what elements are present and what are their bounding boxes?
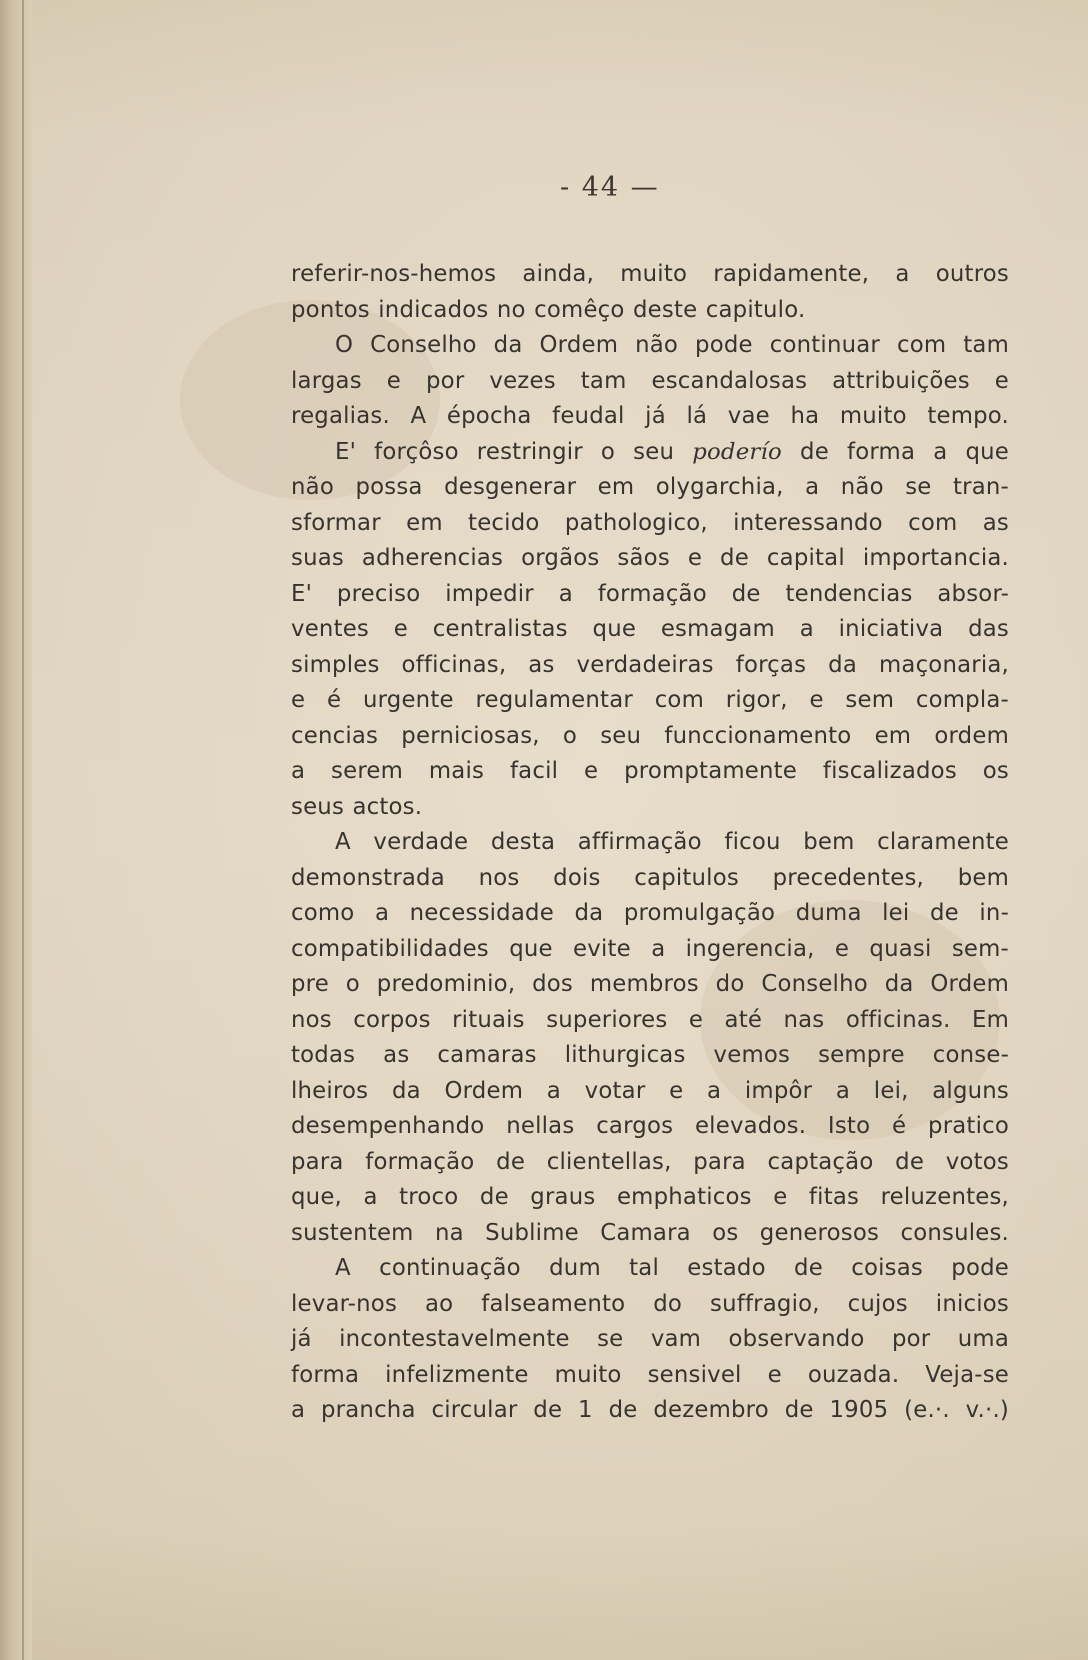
text-line: sformar em tecido pathologico, interessando com as [291, 509, 1009, 536]
text-line: que, a troco de graus emphaticos e fitas reluzentes, [291, 1184, 1009, 1210]
body-text [291, 257, 1009, 1429]
text-line: nos corpos rituais superiores e até nas officinas. Em [291, 1006, 1009, 1033]
text-line: lheiros da Ordem a votar e a impôr a lei, alguns [291, 1077, 1009, 1104]
text-fragment: de forma a que [800, 438, 1010, 465]
text-line: ventes e centralistas que esmagam a iniciativa das [291, 616, 1009, 642]
text-line: forma infelizmente muito sensivel e ouzada. Veja-se [291, 1361, 1009, 1388]
text-line: simples officinas, as verdadeiras forças da maçonaria, [291, 651, 1009, 678]
text-line: O Conselho da Ordem não pode continuar com tam [335, 332, 1009, 358]
text-line: sustentem na Sublime Camara os generosos consules. [291, 1219, 1009, 1246]
text-line: para formação de clientellas, para captação de votos [291, 1148, 1009, 1175]
text-line: e é urgente regulamentar com rigor, e sem compla- [291, 687, 1009, 713]
text-line: pre o predominio, dos membros do Conselho da Ordem [291, 971, 1009, 997]
text-line: já incontestavelmente se vam observando por uma [291, 1326, 1009, 1352]
text-line: a serem mais facil e promptamente fiscalizados os [291, 758, 1009, 784]
text-line: todas as camaras lithurgicas vemos sempre conse- [291, 1042, 1009, 1068]
text-line: A continuação dum tal estado de coisas pode [335, 1255, 1009, 1281]
text-fragment: forçôso restringir o seu [374, 438, 675, 465]
text-line: compatibilidades que evite a ingerencia, e quasi sem- [291, 935, 1009, 962]
text-line: suas adherencias orgãos sãos e de capital importancia. [291, 545, 1009, 571]
text-line: regalias. A épocha feudal já lá vae ha muito tempo. [291, 403, 1009, 429]
text-fragment: E' [335, 438, 357, 465]
text-line: demonstrada nos dois capitulos precedentes, bem [291, 864, 1009, 891]
text-line: largas e por vezes tam escandalosas attribuições e [291, 367, 1009, 394]
text-line-with-emphasis [291, 435, 1009, 471]
binding-edge [0, 0, 32, 1660]
text-line: desempenhando nellas cargos elevados. Isto é pratico [291, 1113, 1009, 1139]
text-line: como a necessidade da promulgação duma lei de in- [291, 900, 1009, 926]
text-line: levar-nos ao falseamento do suffragio, cujos inicios [291, 1290, 1009, 1317]
emphasized-word: poderío [692, 438, 782, 465]
page-number: - 44 — [560, 172, 660, 203]
text-line: não possa desgenerar em olygarchia, a não se tran- [291, 474, 1009, 500]
text-line: seus actos. [291, 793, 423, 820]
text-line: referir-nos-hemos ainda, muito rapidamente, a outros [291, 261, 1009, 287]
text-line: a prancha circular de 1 de dezembro de 1905 (e.·. v.·.) [291, 1397, 1009, 1423]
text-line: pontos indicados no comêço deste capitulo. [291, 296, 806, 323]
text-line: A verdade desta affirmação ficou bem claramente [335, 829, 1009, 855]
text-line: cencias perniciosas, o seu funccionamento em ordem [291, 722, 1009, 749]
text-line: E' preciso impedir a formação de tendencias absor- [291, 580, 1009, 607]
